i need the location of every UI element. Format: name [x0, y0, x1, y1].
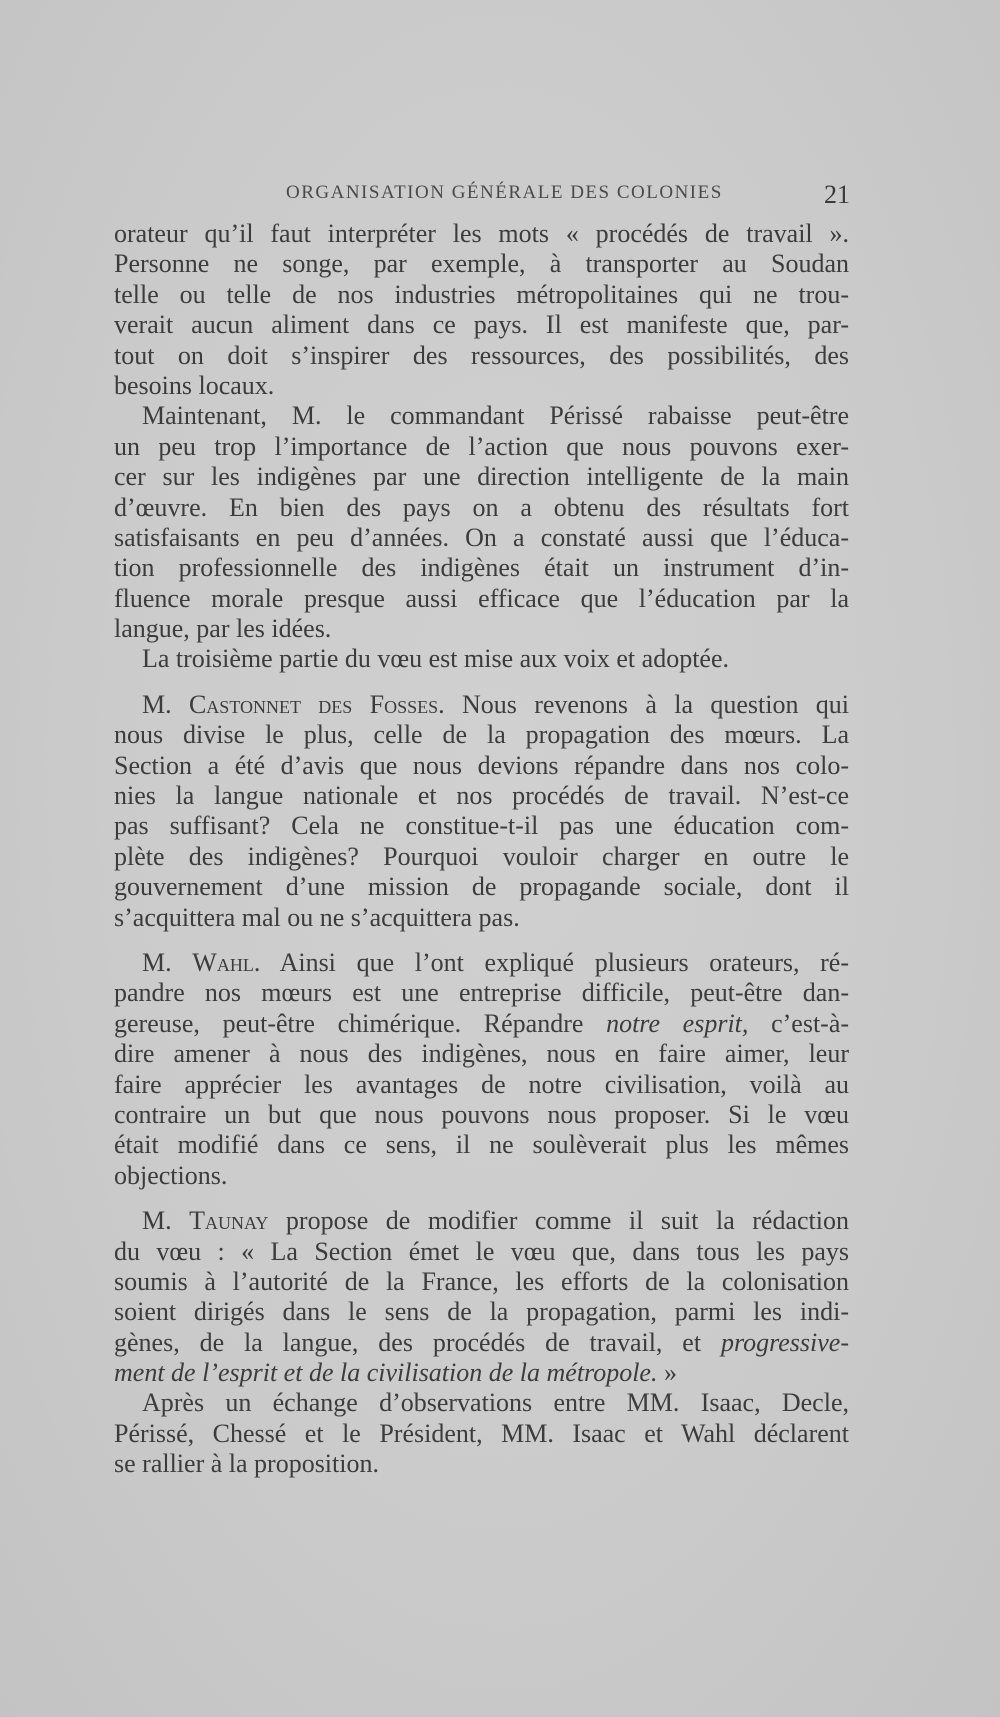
speaker-prefix: M.	[142, 1206, 172, 1236]
text-line: Maintenant, M. le commandant Périssé rabaisse peut-être	[142, 401, 849, 431]
text-line: gouvernement d’une mission de propagande sociale, dont il	[114, 872, 849, 902]
speech-text: gènes, de la langue, des procédés de travail, et	[114, 1327, 702, 1357]
text-line: se rallier à la proposition.	[114, 1449, 379, 1479]
text-line: Personne ne songe, par exemple, à transporter au Soudan	[114, 249, 849, 279]
text-line: objections.	[114, 1160, 228, 1190]
speaker-prefix: M.	[142, 947, 172, 977]
speech-text: »	[657, 1358, 677, 1388]
main-text	[114, 219, 849, 1480]
speaker-name: Wahl	[192, 947, 254, 977]
text-line: dire amener à nous des indigènes, nous en faire aimer, leur	[114, 1039, 849, 1069]
text-line: satisfaisants en peu d’années. On a constaté aussi que l’éduca-	[114, 522, 849, 552]
speech-text: propose de modifier comme il suit la rédaction	[268, 1206, 849, 1236]
speech-text: . Nous revenons à la question qui	[438, 689, 850, 719]
speaker-name: Castonnet des Fosses	[188, 689, 439, 719]
running-title: ORGANISATION GÉNÉRALE DES COLONIES	[286, 182, 723, 203]
text-line: verait aucun aliment dans ce pays. Il est manifeste que, par-	[114, 310, 849, 340]
text-line: pas suffisant? Cela ne constitue-t-il pas une éducation com-	[114, 811, 849, 841]
italic-text: progressive-	[720, 1327, 849, 1357]
text-line: plète des indigènes? Pourquoi vouloir charger en outre le	[114, 841, 849, 871]
text-line: tion professionnelle des indigènes était un instrument d’in-	[114, 553, 849, 583]
text-line: Après un échange d’observations entre MM. Isaac, Decle,	[142, 1388, 849, 1418]
text-line: langue, par les idées.	[114, 614, 332, 644]
text-line: nous divise le plus, celle de la propagation des mœurs. La	[114, 720, 849, 750]
text-line: d’œuvre. En bien des pays on a obtenu des résultats fort	[114, 492, 849, 522]
text-line: orateur qu’il faut interpréter les mots « procédés de travail ».	[114, 219, 849, 248]
text-line: telle ou telle de nos industries métropolitaines qui ne trou-	[114, 279, 849, 309]
text-line: fluence morale presque aussi efficace que l’éducation par la	[114, 583, 849, 613]
text-line: du vœu : « La Section émet le vœu que, dans tous les pays	[114, 1236, 849, 1266]
text-line: La troisième partie du vœu est mise aux voix et adoptée.	[142, 644, 729, 674]
speech-text: . Ainsi que l’ont expliqué plusieurs orateurs, ré-	[253, 947, 850, 977]
italic-text: notre esprit,	[606, 1008, 749, 1038]
text-line: soient dirigés dans le sens de la propagation, parmi les indi-	[114, 1297, 849, 1327]
text-line: Section a été d’avis que nous devions répandre dans nos colo-	[114, 750, 849, 780]
text-line: un peu trop l’importance de l’action que nous pouvons exer-	[114, 431, 849, 461]
speech-taunay-last-line	[114, 1358, 849, 1388]
text-line: faire apprécier les avantages de notre civilisation, voilà au	[114, 1069, 849, 1099]
speech-castonnet-first-line	[114, 690, 849, 720]
text-line: nies la langue nationale et nos procédés de travail. N’est-ce	[114, 781, 849, 811]
text-line: besoins locaux.	[114, 370, 275, 400]
text-line: Périssé, Chessé et le Président, MM. Isaac et Wahl déclarent	[114, 1418, 849, 1448]
text-line: cer sur les indigènes par une direction intelligente de la main	[114, 462, 849, 492]
text-line: tout on doit s’inspirer des ressources, des possibilités, des	[114, 340, 849, 370]
speech-taunay-first-line	[114, 1206, 849, 1236]
italic-text: ment de l’esprit et de la civilisation de la métropole.	[114, 1358, 658, 1388]
speech-wahl-third-line	[114, 1009, 849, 1039]
speech-text: c’est-à-	[748, 1008, 850, 1038]
text-line: s’acquittera mal ou ne s’acquittera pas.	[114, 902, 520, 932]
page-number: 21	[824, 180, 850, 209]
speech-taunay-fifth-line	[114, 1328, 849, 1358]
text-line: contraire un but que nous pouvons nous proposer. Si le vœu	[114, 1099, 849, 1129]
speaker-name: Taunay	[189, 1206, 269, 1236]
text-line: soumis à l’autorité de la France, les efforts de la colonisation	[114, 1266, 849, 1296]
speech-text: gereuse, peut-être chimérique.	[114, 1008, 462, 1038]
text-line: pandre nos mœurs est une entreprise difficile, peut-être dan-	[114, 978, 849, 1008]
speaker-prefix: M.	[142, 689, 172, 719]
text-line: était modifié dans ce sens, il ne soulèverait plus les mêmes	[114, 1130, 849, 1160]
speech-wahl-first-line	[114, 948, 849, 978]
speech-text: Répandre	[461, 1008, 607, 1038]
